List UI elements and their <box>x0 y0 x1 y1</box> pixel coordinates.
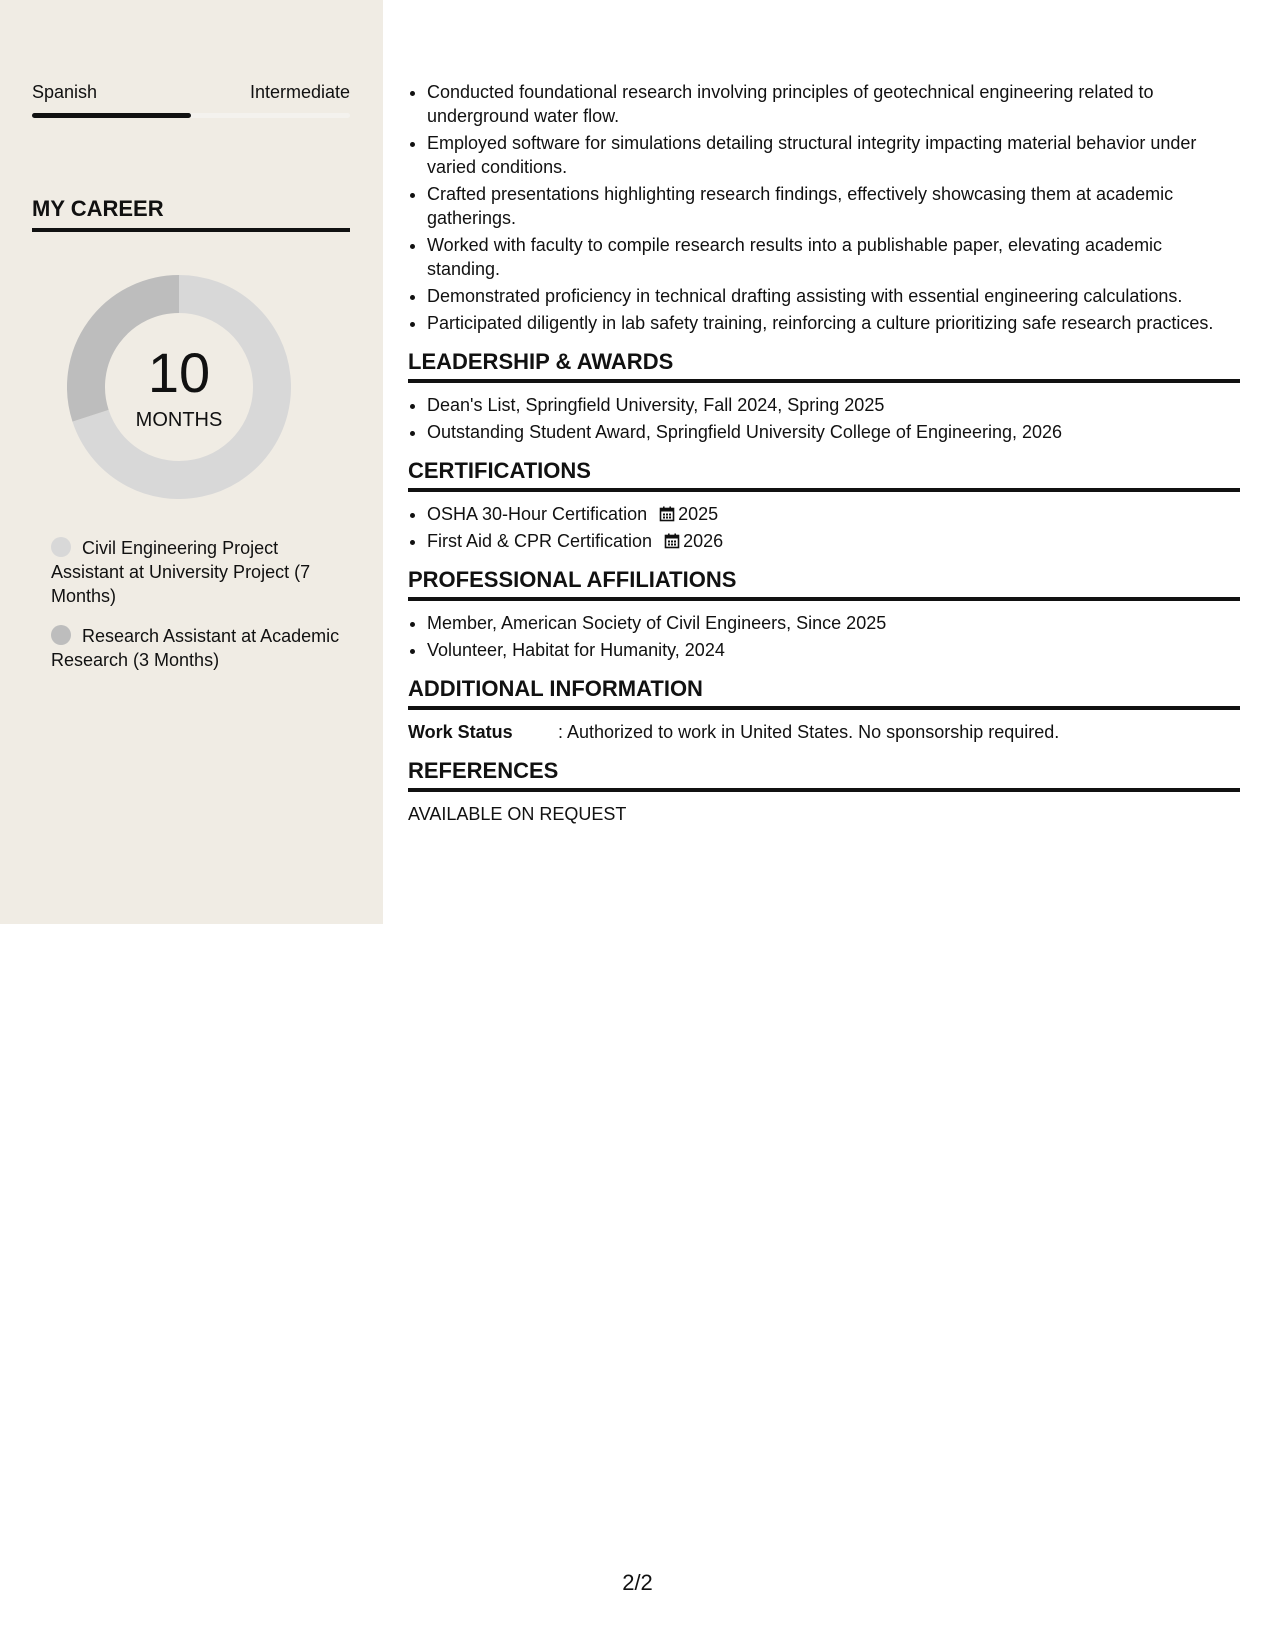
additional-info-heading: ADDITIONAL INFORMATION <box>408 676 1240 710</box>
legend-item <box>51 624 341 672</box>
language-proficiency-fill <box>32 113 191 118</box>
experience-bullet: • Employed software for simulations detailing structural integrity impacting material behavior under varied conditions. <box>427 131 1240 179</box>
certification-year: 2025 <box>678 504 719 524</box>
calendar-icon <box>664 533 680 549</box>
legend-label: Research Assistant at Academic Research (3 Months) <box>51 626 340 670</box>
work-status-row <box>408 720 1240 744</box>
page-number: 2/2 <box>622 1570 653 1595</box>
language-row <box>32 82 350 103</box>
certification-item <box>427 529 1240 553</box>
legend-dot <box>51 537 71 557</box>
certification-name: OSHA 30-Hour Certification <box>427 504 648 524</box>
certification-item <box>427 502 1240 526</box>
leadership-item: • Outstanding Student Award, Springfield University College of Engineering, 2026 <box>427 420 1240 444</box>
leadership-item: • Dean's List, Springfield University, Fall 2024, Spring 2025 <box>427 393 1240 417</box>
legend-item <box>51 536 341 608</box>
affiliation-item: • Member, American Society of Civil Engineers, Since 2025 <box>427 611 1240 635</box>
legend-label: Civil Engineering Project Assistant at University Project (7 Months) <box>51 538 311 606</box>
experience-bullet: • Demonstrated proficiency in technical drafting assisting with essential engineering calculations. <box>427 284 1240 308</box>
language-level: Intermediate <box>249 82 350 102</box>
calendar-icon <box>659 506 675 522</box>
legend-dot <box>51 625 71 645</box>
career-heading: MY CAREER <box>32 196 350 232</box>
work-status-value: : Authorized to work in United States. No sponsorship required. <box>558 722 1060 742</box>
certifications-heading: CERTIFICATIONS <box>408 458 1240 492</box>
references-heading: REFERENCES <box>408 758 1240 792</box>
experience-bullet: • Conducted foundational research involving principles of geotechnical engineering related to underground water flow. <box>427 80 1240 128</box>
leadership-list <box>408 393 1240 444</box>
affiliation-item: • Volunteer, Habitat for Humanity, 2024 <box>427 638 1240 662</box>
main-content <box>408 80 1240 826</box>
certifications-list <box>408 502 1240 553</box>
experience-bullets <box>408 80 1240 335</box>
career-legend <box>51 536 341 688</box>
sidebar <box>0 0 383 924</box>
work-status-label: Work Status <box>408 722 513 742</box>
career-total-value: 10 <box>147 341 211 404</box>
experience-bullet: • Crafted presentations highlighting research findings, effectively showcasing them at academic gatherings. <box>427 182 1240 230</box>
certification-name: First Aid & CPR Certification <box>427 531 653 551</box>
career-total-unit: MONTHS <box>135 409 223 431</box>
experience-bullet: • Participated diligently in lab safety training, reinforcing a culture prioritizing safe research practices. <box>427 311 1240 335</box>
affiliations-list <box>408 611 1240 662</box>
language-proficiency-bar <box>32 113 350 118</box>
certification-year: 2026 <box>683 531 724 551</box>
language-name: Spanish <box>32 82 98 102</box>
affiliations-heading: PROFESSIONAL AFFILIATIONS <box>408 567 1240 601</box>
leadership-heading: LEADERSHIP & AWARDS <box>408 349 1240 383</box>
references-text: AVAILABLE ON REQUEST <box>408 804 627 824</box>
experience-bullet: • Worked with faculty to compile research results into a publishable paper, elevating academic standing. <box>427 233 1240 281</box>
